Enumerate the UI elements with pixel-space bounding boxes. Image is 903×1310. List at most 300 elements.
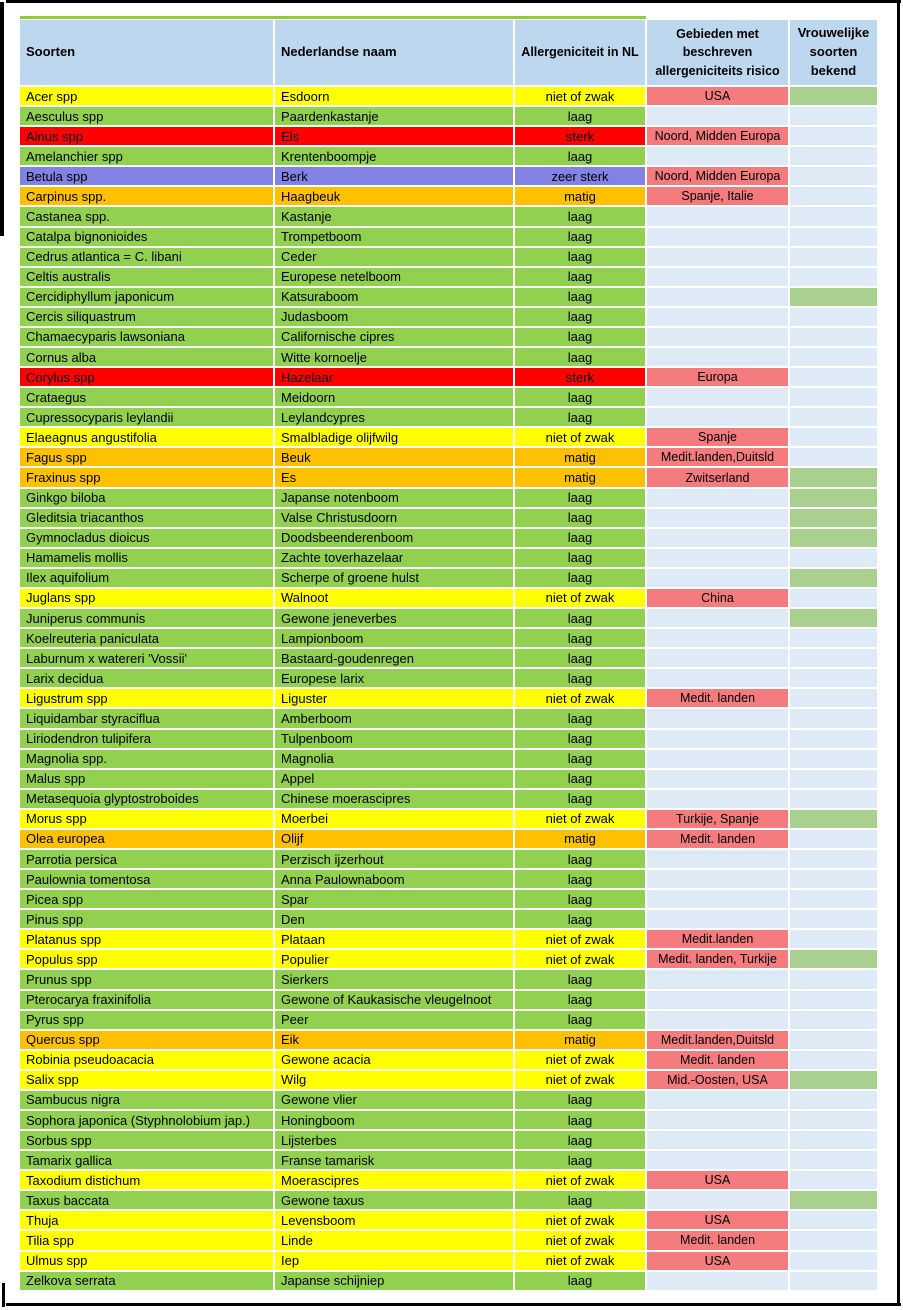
female-known-cell — [790, 1049, 877, 1069]
risk-region-cell — [647, 667, 790, 687]
species-cell: Ligustrum spp — [20, 687, 275, 707]
table-row — [20, 105, 877, 125]
table-row — [20, 346, 877, 366]
female-known-cell — [790, 446, 877, 466]
dutch-name-cell: Krentenboompje — [275, 145, 515, 165]
female-known-cell — [790, 808, 877, 828]
risk-region-cell — [647, 627, 790, 647]
dutch-name-cell: Perzisch ijzerhout — [275, 848, 515, 868]
female-known-cell — [790, 145, 877, 165]
species-cell: Celtis australis — [20, 266, 275, 286]
dutch-name-cell: Scherpe of groene hulst — [275, 567, 515, 587]
female-known-cell — [790, 788, 877, 808]
page-border-left-top — [0, 2, 4, 236]
table-row — [20, 788, 877, 808]
risk-region-cell — [647, 567, 790, 587]
species-cell: Tilia spp — [20, 1229, 275, 1249]
species-cell: Castanea spp. — [20, 205, 275, 225]
species-cell: Cornus alba — [20, 346, 275, 366]
dutch-name-cell: Franse tamarisk — [275, 1149, 515, 1169]
allergenicity-cell: laag — [515, 547, 647, 567]
female-known-cell — [790, 1029, 877, 1049]
table-header-row — [20, 20, 877, 85]
female-known-cell — [790, 707, 877, 727]
species-cell: Hamamelis mollis — [20, 547, 275, 567]
risk-region-cell — [647, 1270, 790, 1290]
allergenicity-cell: niet of zwak — [515, 1169, 647, 1189]
risk-region-cell — [647, 326, 790, 346]
risk-region-cell: Europa — [647, 366, 790, 386]
female-known-cell — [790, 968, 877, 988]
allergenicity-cell: laag — [515, 968, 647, 988]
female-known-cell — [790, 1149, 877, 1169]
dutch-name-cell: Doodsbeenderenboom — [275, 527, 515, 547]
allergenicity-cell: laag — [515, 888, 647, 908]
species-cell: Corylus spp — [20, 366, 275, 386]
risk-region-cell — [647, 547, 790, 567]
species-cell: Olea europea — [20, 828, 275, 848]
dutch-name-cell: Paardenkastanje — [275, 105, 515, 125]
allergenicity-cell: niet of zwak — [515, 1049, 647, 1069]
dutch-name-cell: Es — [275, 466, 515, 486]
risk-region-cell: Spanje — [647, 426, 790, 446]
female-known-cell — [790, 406, 877, 426]
risk-region-cell: Zwitserland — [647, 466, 790, 486]
risk-region-cell — [647, 1189, 790, 1209]
table-body — [20, 85, 877, 1290]
allergenicity-cell: niet of zwak — [515, 928, 647, 948]
female-known-cell — [790, 466, 877, 486]
dutch-name-cell: Appel — [275, 768, 515, 788]
female-known-cell — [790, 687, 877, 707]
dutch-name-cell: Judasboom — [275, 306, 515, 326]
species-cell: Gymnocladus dioicus — [20, 527, 275, 547]
female-known-cell — [790, 748, 877, 768]
species-cell: Sambucus nigra — [20, 1089, 275, 1109]
risk-region-cell: Medit. landen — [647, 1049, 790, 1069]
allergenicity-cell: niet of zwak — [515, 1250, 647, 1270]
table-row — [20, 1209, 877, 1229]
female-known-cell — [790, 286, 877, 306]
table-row — [20, 808, 877, 828]
allergenicity-cell: laag — [515, 1009, 647, 1029]
table-row — [20, 165, 877, 185]
allergenicity-cell: zeer sterk — [515, 165, 647, 185]
page-border-bottom — [6, 1303, 901, 1306]
species-cell: Larix decidua — [20, 667, 275, 687]
allergenicity-cell: laag — [515, 527, 647, 547]
table-row — [20, 1250, 877, 1270]
species-cell: Malus spp — [20, 768, 275, 788]
female-known-cell — [790, 547, 877, 567]
dutch-name-cell: Bastaard-goudenregen — [275, 647, 515, 667]
dutch-name-cell: Plataan — [275, 928, 515, 948]
risk-region-cell — [647, 1089, 790, 1109]
dutch-name-cell: Olijf — [275, 828, 515, 848]
dutch-name-cell: Gewone taxus — [275, 1189, 515, 1209]
allergenicity-cell: laag — [515, 1149, 647, 1169]
dutch-name-cell: Japanse notenboom — [275, 487, 515, 507]
allergenicity-cell: laag — [515, 326, 647, 346]
allergenicity-cell: laag — [515, 748, 647, 768]
risk-region-cell — [647, 286, 790, 306]
table-row — [20, 587, 877, 607]
allergenicity-cell: laag — [515, 1270, 647, 1290]
risk-region-cell: Medit. landen — [647, 687, 790, 707]
dutch-name-cell: Magnolia — [275, 748, 515, 768]
species-cell: Juniperus communis — [20, 607, 275, 627]
risk-region-cell — [647, 908, 790, 928]
female-known-cell — [790, 908, 877, 928]
risk-region-cell: USA — [647, 1209, 790, 1229]
species-cell: Robinia pseudoacacia — [20, 1049, 275, 1069]
species-cell: Picea spp — [20, 888, 275, 908]
table-row — [20, 406, 877, 426]
allergenicity-cell: laag — [515, 868, 647, 888]
female-known-cell — [790, 125, 877, 145]
risk-region-cell — [647, 246, 790, 266]
dutch-name-cell: Liguster — [275, 687, 515, 707]
species-cell: Koelreuteria paniculata — [20, 627, 275, 647]
female-known-cell — [790, 426, 877, 446]
dutch-name-cell: Gewone vlier — [275, 1089, 515, 1109]
allergenicity-cell: laag — [515, 507, 647, 527]
allergenicity-cell: laag — [515, 386, 647, 406]
risk-region-cell — [647, 788, 790, 808]
risk-region-cell: Noord, Midden Europa — [647, 125, 790, 145]
species-cell: Salix spp — [20, 1069, 275, 1089]
table-row — [20, 888, 877, 908]
header-vrouwelijke-soorten: Vrouwelijke soorten bekend — [790, 20, 877, 85]
species-cell: Pyrus spp — [20, 1009, 275, 1029]
allergenicity-cell: laag — [515, 728, 647, 748]
table-row — [20, 527, 877, 547]
dutch-name-cell: Leylandcypres — [275, 406, 515, 426]
species-cell: Magnolia spp. — [20, 748, 275, 768]
allergenicity-cell: laag — [515, 145, 647, 165]
allergenicity-cell: niet of zwak — [515, 687, 647, 707]
allergenicity-cell: laag — [515, 1089, 647, 1109]
allergenicity-cell: laag — [515, 246, 647, 266]
species-cell: Fagus spp — [20, 446, 275, 466]
allergenicity-cell: matig — [515, 828, 647, 848]
risk-region-cell: Mid.-Oosten, USA — [647, 1069, 790, 1089]
dutch-name-cell: Witte kornoelje — [275, 346, 515, 366]
allergenicity-cell: sterk — [515, 125, 647, 145]
risk-region-cell — [647, 226, 790, 246]
table-row — [20, 266, 877, 286]
allergenicity-cell: sterk — [515, 366, 647, 386]
species-cell: Chamaecyparis lawsoniana — [20, 326, 275, 346]
species-cell: Metasequoia glyptostroboides — [20, 788, 275, 808]
table-row — [20, 547, 877, 567]
female-known-cell — [790, 85, 877, 105]
allergenicity-cell: laag — [515, 707, 647, 727]
table-row — [20, 85, 877, 105]
dutch-name-cell: Gewone acacia — [275, 1049, 515, 1069]
species-cell: Thuja — [20, 1209, 275, 1229]
risk-region-cell — [647, 306, 790, 326]
table-row — [20, 647, 877, 667]
female-known-cell — [790, 567, 877, 587]
species-cell: Ulmus spp — [20, 1250, 275, 1270]
allergenicity-cell: laag — [515, 908, 647, 928]
risk-region-cell — [647, 105, 790, 125]
dutch-name-cell: Hazelaar — [275, 366, 515, 386]
species-cell: Catalpa bignonioides — [20, 226, 275, 246]
risk-region-cell — [647, 768, 790, 788]
table-row — [20, 768, 877, 788]
dutch-name-cell: Levensboom — [275, 1209, 515, 1229]
allergenicity-cell: laag — [515, 406, 647, 426]
table-row — [20, 1169, 877, 1189]
female-known-cell — [790, 1009, 877, 1029]
species-cell: Juglans spp — [20, 587, 275, 607]
dutch-name-cell: Moerbei — [275, 808, 515, 828]
allergenicity-cell: laag — [515, 487, 647, 507]
species-cell: Acer spp — [20, 85, 275, 105]
risk-region-cell: Medit. landen — [647, 828, 790, 848]
dutch-name-cell: Iep — [275, 1250, 515, 1270]
table-row — [20, 1189, 877, 1209]
dutch-name-cell: Gewone jeneverbes — [275, 607, 515, 627]
female-known-cell — [790, 165, 877, 185]
female-known-cell — [790, 1129, 877, 1149]
allergenicity-cell: niet of zwak — [515, 426, 647, 446]
table-row — [20, 286, 877, 306]
dutch-name-cell: Eik — [275, 1029, 515, 1049]
risk-region-cell: Medit.landen,Duitsld — [647, 1029, 790, 1049]
dutch-name-cell: Japanse schijniep — [275, 1270, 515, 1290]
female-known-cell — [790, 667, 877, 687]
female-known-cell — [790, 346, 877, 366]
table-row — [20, 507, 877, 527]
table-accent-line — [20, 16, 646, 19]
risk-region-cell — [647, 266, 790, 286]
species-cell: Pinus spp — [20, 908, 275, 928]
risk-region-cell — [647, 145, 790, 165]
table-row — [20, 748, 877, 768]
risk-region-cell — [647, 848, 790, 868]
table-row — [20, 828, 877, 848]
table-row — [20, 226, 877, 246]
species-cell: Taxus baccata — [20, 1189, 275, 1209]
dutch-name-cell: Katsuraboom — [275, 286, 515, 306]
dutch-name-cell: Populier — [275, 948, 515, 968]
dutch-name-cell: Ceder — [275, 246, 515, 266]
risk-region-cell: Spanje, Italie — [647, 185, 790, 205]
dutch-name-cell: Kastanje — [275, 205, 515, 225]
risk-region-cell — [647, 386, 790, 406]
table-row — [20, 567, 877, 587]
risk-region-cell — [647, 406, 790, 426]
female-known-cell — [790, 326, 877, 346]
dutch-name-cell: Europese netelboom — [275, 266, 515, 286]
female-known-cell — [790, 587, 877, 607]
risk-region-cell: Noord, Midden Europa — [647, 165, 790, 185]
allergenicity-cell: laag — [515, 226, 647, 246]
dutch-name-cell: Beuk — [275, 446, 515, 466]
table-row — [20, 205, 877, 225]
species-cell: Platanus spp — [20, 928, 275, 948]
risk-region-cell: USA — [647, 1169, 790, 1189]
female-known-cell — [790, 948, 877, 968]
risk-region-cell — [647, 1149, 790, 1169]
risk-region-cell — [647, 989, 790, 1009]
female-known-cell — [790, 1189, 877, 1209]
female-known-cell — [790, 768, 877, 788]
species-cell: Gleditsia triacanthos — [20, 507, 275, 527]
table-row — [20, 326, 877, 346]
table-row — [20, 989, 877, 1009]
dutch-name-cell: Walnoot — [275, 587, 515, 607]
risk-region-cell — [647, 607, 790, 627]
female-known-cell — [790, 607, 877, 627]
table-row — [20, 607, 877, 627]
table-row — [20, 1089, 877, 1109]
table-row — [20, 426, 877, 446]
allergenicity-cell: niet of zwak — [515, 948, 647, 968]
dutch-name-cell: Sierkers — [275, 968, 515, 988]
dutch-name-cell: Esdoorn — [275, 85, 515, 105]
species-cell: Ilex aquifolium — [20, 567, 275, 587]
dutch-name-cell: Anna Paulownaboom — [275, 868, 515, 888]
species-cell: Liriodendron tulipifera — [20, 728, 275, 748]
female-known-cell — [790, 1250, 877, 1270]
allergenicity-cell: laag — [515, 1189, 647, 1209]
allergenicity-cell: laag — [515, 286, 647, 306]
table-row — [20, 466, 877, 486]
table-row — [20, 928, 877, 948]
risk-region-cell: Medit. landen — [647, 1229, 790, 1249]
risk-region-cell: Medit.landen,Duitsld — [647, 446, 790, 466]
risk-region-cell: China — [647, 587, 790, 607]
table-row — [20, 948, 877, 968]
species-cell: Crataegus — [20, 386, 275, 406]
table-row — [20, 366, 877, 386]
female-known-cell — [790, 306, 877, 326]
female-known-cell — [790, 386, 877, 406]
table-row — [20, 707, 877, 727]
table-row — [20, 1149, 877, 1169]
female-known-cell — [790, 366, 877, 386]
risk-region-cell — [647, 205, 790, 225]
female-known-cell — [790, 647, 877, 667]
female-known-cell — [790, 205, 877, 225]
dutch-name-cell: Meidoorn — [275, 386, 515, 406]
species-cell: Populus spp — [20, 948, 275, 968]
species-cell: Laburnum x watereri 'Vossii' — [20, 647, 275, 667]
allergenicity-cell: laag — [515, 768, 647, 788]
allergenicity-cell: niet of zwak — [515, 1229, 647, 1249]
table-row — [20, 246, 877, 266]
female-known-cell — [790, 246, 877, 266]
dutch-name-cell: Europese larix — [275, 667, 515, 687]
table-row — [20, 1229, 877, 1249]
risk-region-cell — [647, 968, 790, 988]
allergenicity-cell: laag — [515, 788, 647, 808]
species-cell: Morus spp — [20, 808, 275, 828]
species-cell: Aesculus spp — [20, 105, 275, 125]
dutch-name-cell: Lijsterbes — [275, 1129, 515, 1149]
female-known-cell — [790, 1270, 877, 1290]
dutch-name-cell: Linde — [275, 1229, 515, 1249]
female-known-cell — [790, 105, 877, 125]
table-row — [20, 667, 877, 687]
allergenicity-cell: laag — [515, 627, 647, 647]
species-cell: Prunus spp — [20, 968, 275, 988]
allergenicity-cell: laag — [515, 306, 647, 326]
female-known-cell — [790, 1109, 877, 1129]
table-row — [20, 848, 877, 868]
dutch-name-cell: Trompetboom — [275, 226, 515, 246]
female-known-cell — [790, 1069, 877, 1089]
species-cell: Taxodium distichum — [20, 1169, 275, 1189]
table-row — [20, 868, 877, 888]
table-row — [20, 1129, 877, 1149]
table-row — [20, 1069, 877, 1089]
table-row — [20, 125, 877, 145]
allergenicity-cell: niet of zwak — [515, 808, 647, 828]
table-row — [20, 386, 877, 406]
header-soorten: Soorten — [20, 20, 275, 85]
risk-region-cell — [647, 1129, 790, 1149]
dutch-name-cell: Zachte toverhazelaar — [275, 547, 515, 567]
species-cell: Elaeagnus angustifolia — [20, 426, 275, 446]
female-known-cell — [790, 1209, 877, 1229]
allergenicity-cell: laag — [515, 989, 647, 1009]
risk-region-cell: Turkije, Spanje — [647, 808, 790, 828]
species-cell: Cercidiphyllum japonicum — [20, 286, 275, 306]
female-known-cell — [790, 527, 877, 547]
dutch-name-cell: Lampionboom — [275, 627, 515, 647]
risk-region-cell: Medit. landen, Turkije — [647, 948, 790, 968]
dutch-name-cell: Honingboom — [275, 1109, 515, 1129]
dutch-name-cell: Den — [275, 908, 515, 928]
dutch-name-cell: Smalbladige olijfwilg — [275, 426, 515, 446]
allergenicity-cell: laag — [515, 205, 647, 225]
page-border-top — [6, 0, 901, 3]
female-known-cell — [790, 185, 877, 205]
table-row — [20, 627, 877, 647]
species-cell: Sorbus spp — [20, 1129, 275, 1149]
allergenicity-cell: laag — [515, 607, 647, 627]
female-known-cell — [790, 848, 877, 868]
allergenicity-cell: niet of zwak — [515, 1069, 647, 1089]
allergenicity-cell: laag — [515, 346, 647, 366]
risk-region-cell — [647, 728, 790, 748]
header-risico-gebieden: Gebieden met beschreven allergeniciteits risico — [647, 20, 790, 85]
species-cell: Sophora japonica (Styphnolobium jap.) — [20, 1109, 275, 1129]
species-cell: Paulownia tomentosa — [20, 868, 275, 888]
table-row — [20, 968, 877, 988]
allergenicity-cell: laag — [515, 567, 647, 587]
species-cell: Cercis siliquastrum — [20, 306, 275, 326]
allergenicity-cell: matig — [515, 1029, 647, 1049]
species-cell: Amelanchier spp — [20, 145, 275, 165]
species-cell: Pterocarya fraxinifolia — [20, 989, 275, 1009]
risk-region-cell — [647, 1009, 790, 1029]
page-border-left-bottom — [2, 1283, 5, 1307]
dutch-name-cell: Gewone of Kaukasische vleugelnoot — [275, 989, 515, 1009]
table-row — [20, 145, 877, 165]
risk-region-cell — [647, 527, 790, 547]
female-known-cell — [790, 487, 877, 507]
female-known-cell — [790, 627, 877, 647]
female-known-cell — [790, 828, 877, 848]
table-row — [20, 487, 877, 507]
risk-region-cell: Medit.landen — [647, 928, 790, 948]
